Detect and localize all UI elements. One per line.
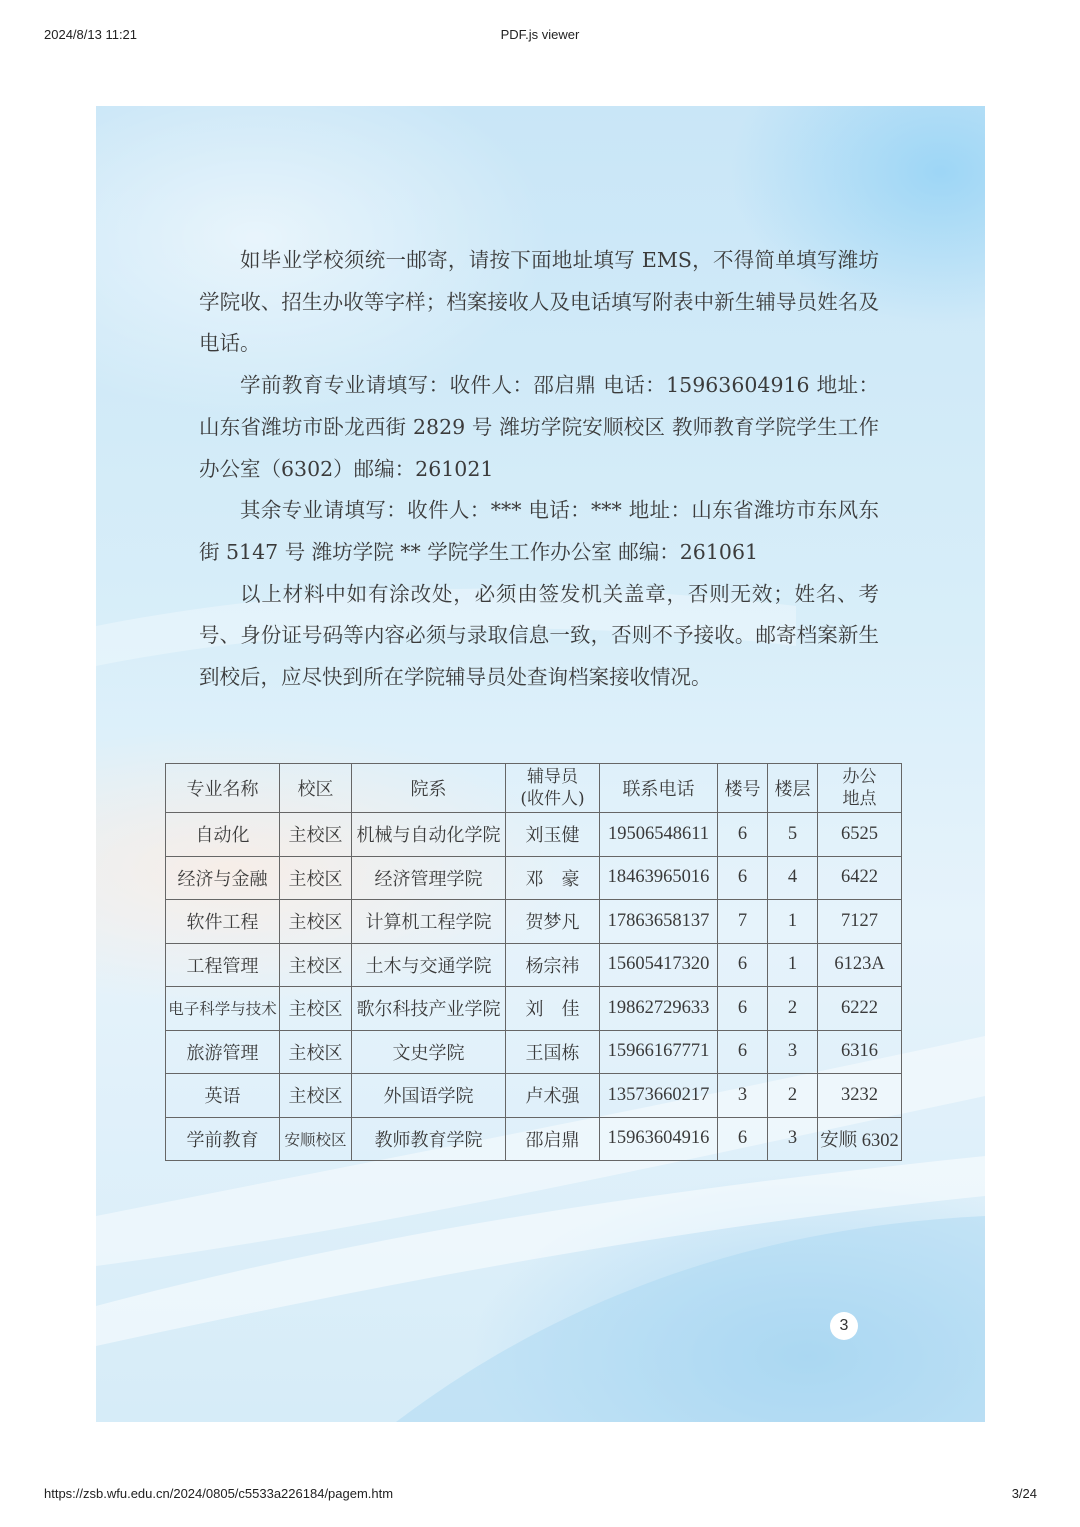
cell-college: 教师教育学院	[352, 1117, 506, 1161]
cell-building: 3	[718, 1074, 768, 1118]
cell-major: 电子科学与技术	[166, 987, 280, 1031]
cell-building: 7	[718, 900, 768, 944]
cell-campus: 主校区	[280, 943, 352, 987]
cell-floor: 1	[768, 900, 818, 944]
cell-floor: 2	[768, 987, 818, 1031]
cell-college: 外国语学院	[352, 1074, 506, 1118]
cell-building: 6	[718, 856, 768, 900]
cell-phone: 13573660217	[600, 1074, 718, 1118]
cell-office: 6316	[818, 1030, 902, 1074]
cell-office: 6123A	[818, 943, 902, 987]
cell-counselor: 邵启鼎	[506, 1117, 600, 1161]
header-major: 专业名称	[166, 764, 280, 813]
cell-office: 6222	[818, 987, 902, 1031]
cell-campus: 主校区	[280, 987, 352, 1031]
paragraph-other-address: 其余专业请填写：收件人：*** 电话：*** 地址：山东省潍坊市东风东街 5147 号 潍坊学院 ** 学院学生工作办公室 邮编：261061	[199, 498, 879, 564]
cell-college: 歌尔科技产业学院	[352, 987, 506, 1031]
cell-phone: 15605417320	[600, 943, 718, 987]
table-header-row	[166, 764, 902, 813]
table-row	[166, 1030, 902, 1074]
table-row	[166, 987, 902, 1031]
cell-major: 旅游管理	[166, 1030, 280, 1074]
cell-building: 6	[718, 813, 768, 857]
cell-counselor: 刘玉健	[506, 813, 600, 857]
cell-office: 3232	[818, 1074, 902, 1118]
table-row	[166, 900, 902, 944]
cell-campus: 主校区	[280, 813, 352, 857]
cell-counselor: 杨宗祎	[506, 943, 600, 987]
cell-building: 6	[718, 1030, 768, 1074]
paragraph-preschool-address: 学前教育专业请填写：收件人：邵启鼎 电话：15963604916 地址：山东省潍坊市卧龙西街 2829 号 潍坊学院安顺校区 教师教育学院学生工作办公室（6302）邮编：261021	[199, 373, 879, 481]
cell-campus: 安顺校区	[280, 1117, 352, 1161]
cell-office: 7127	[818, 900, 902, 944]
cell-major: 软件工程	[166, 900, 280, 944]
cell-building: 6	[718, 1117, 768, 1161]
cell-college: 文史学院	[352, 1030, 506, 1074]
counselor-table	[165, 763, 902, 1161]
page-number-badge: 3	[830, 1312, 858, 1340]
cell-office: 6525	[818, 813, 902, 857]
cell-major: 学前教育	[166, 1117, 280, 1161]
header-counselor-line2: (收件人)	[520, 789, 585, 809]
cell-floor: 5	[768, 813, 818, 857]
document-page	[96, 106, 985, 1422]
cell-major: 经济与金融	[166, 856, 280, 900]
table-row	[166, 1117, 902, 1161]
print-footer	[0, 1486, 1080, 1504]
cell-phone: 17863658137	[600, 900, 718, 944]
table-row	[166, 813, 902, 857]
cell-counselor: 王国栋	[506, 1030, 600, 1074]
paragraph-ems-notice: 如毕业学校须统一邮寄，请按下面地址填写 EMS，不得简单填写潍坊学院收、招生办收等字样；档案接收人及电话填写附表中新生辅导员姓名及电话。	[199, 248, 879, 356]
cell-floor: 2	[768, 1074, 818, 1118]
header-college: 院系	[352, 764, 506, 813]
cell-phone: 15963604916	[600, 1117, 718, 1161]
print-datetime: 2024/8/13 11:21	[44, 27, 138, 42]
cell-phone: 19862729633	[600, 987, 718, 1031]
cell-major: 工程管理	[166, 943, 280, 987]
cell-college: 机械与自动化学院	[352, 813, 506, 857]
cell-campus: 主校区	[280, 856, 352, 900]
cell-college: 土木与交通学院	[352, 943, 506, 987]
cell-major: 英语	[166, 1074, 280, 1118]
cell-phone: 19506548611	[600, 813, 718, 857]
header-office-line1: 办公	[842, 767, 877, 787]
header-floor: 楼层	[768, 764, 818, 813]
cell-building: 6	[718, 943, 768, 987]
cell-phone: 18463965016	[600, 856, 718, 900]
cell-counselor: 贺梦凡	[506, 900, 600, 944]
cell-college: 计算机工程学院	[352, 900, 506, 944]
cell-floor: 1	[768, 943, 818, 987]
print-page-count: 3/24	[1011, 1486, 1037, 1501]
cell-building: 6	[718, 987, 768, 1031]
header-campus: 校区	[280, 764, 352, 813]
header-counselor-line1: 辅导员	[527, 767, 578, 787]
cell-major: 自动化	[166, 813, 280, 857]
cell-campus: 主校区	[280, 900, 352, 944]
table-row	[166, 856, 902, 900]
cell-college: 经济管理学院	[352, 856, 506, 900]
header-building: 楼号	[718, 764, 768, 813]
cell-phone: 15966167771	[600, 1030, 718, 1074]
cell-campus: 主校区	[280, 1030, 352, 1074]
header-counselor	[506, 764, 600, 813]
print-url: https://zsb.wfu.edu.cn/2024/0805/c5533a226184/pagem.htm	[44, 1486, 394, 1501]
print-title: PDF.js viewer	[500, 27, 580, 42]
header-office	[818, 764, 902, 813]
print-header	[0, 27, 1080, 45]
cell-office: 安顺 6302	[818, 1117, 902, 1161]
cell-floor: 4	[768, 856, 818, 900]
cell-floor: 3	[768, 1030, 818, 1074]
paragraph-materials-notice: 以上材料中如有涂改处，必须由签发机关盖章，否则无效；姓名、考号、身份证号码等内容必须与录取信息一致，否则不予接收。邮寄档案新生到校后，应尽快到所在学院辅导员处查询档案接收情况。	[199, 581, 879, 690]
cell-office: 6422	[818, 856, 902, 900]
header-phone: 联系电话	[600, 764, 718, 813]
cell-campus: 主校区	[280, 1074, 352, 1118]
cell-counselor: 卢术强	[506, 1074, 600, 1118]
cell-counselor: 刘 佳	[506, 987, 600, 1031]
table-row	[166, 1074, 902, 1118]
body-text	[199, 240, 879, 699]
header-office-line2: 地点	[842, 789, 877, 809]
cell-counselor: 邓 豪	[506, 856, 600, 900]
table-row	[166, 943, 902, 987]
cell-floor: 3	[768, 1117, 818, 1161]
